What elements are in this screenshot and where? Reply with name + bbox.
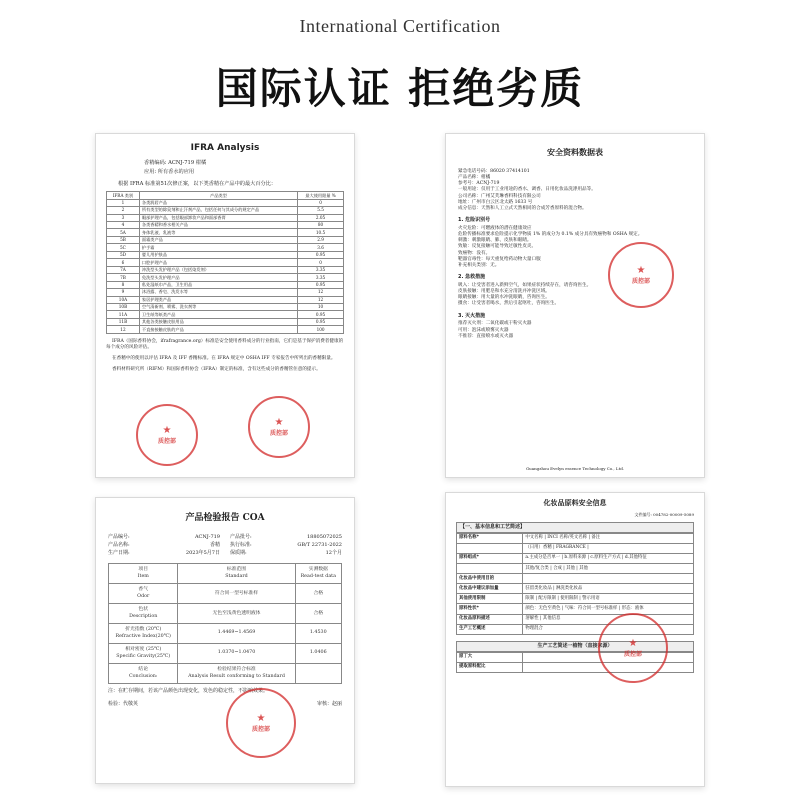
msds-line: 紧急电话号码：86020 37414101 bbox=[458, 168, 530, 174]
coa-cell: 实测数据 Read-test data bbox=[295, 564, 341, 584]
table-row bbox=[457, 563, 694, 573]
ifra-cell-limit: 3.35 bbox=[298, 266, 344, 273]
ifra-col-product: 产品类型 bbox=[139, 192, 297, 199]
cosmetic-row-value: 驻留类化妆品 | 淋洗类化妆品 bbox=[523, 584, 694, 594]
msds-line: 推荐灭火剂：二氧化碳或干粉灭火器 bbox=[458, 321, 532, 327]
coa-field-label: 保质期: bbox=[230, 549, 247, 556]
ifra-table bbox=[106, 191, 344, 334]
ifra-cell-product: 所有类型的除臭剂和止汗剂产品，包括任何与其成分的规定产品 bbox=[139, 207, 297, 214]
coa-reviewer: 赵丽 bbox=[331, 700, 342, 707]
cosmetic-row-label: 化妆品中建议添加量 bbox=[457, 584, 523, 594]
msds-line: 致癌物：没有。 bbox=[458, 250, 491, 256]
msds-line: 致敏：反复接触可能导致过敏性皮炎。 bbox=[458, 244, 537, 250]
ifra-cell-limit: 0.95 bbox=[298, 281, 344, 288]
cosmetic-row-label: 生产工艺概述 bbox=[457, 624, 523, 634]
cosmetic-row-label: 原料性状* bbox=[457, 604, 523, 614]
table-row bbox=[107, 222, 344, 229]
table-row bbox=[107, 326, 344, 333]
table-row bbox=[107, 296, 344, 303]
ifra-cell-limit: 100 bbox=[298, 326, 344, 333]
ifra-cell-limit: 0.95 bbox=[298, 311, 344, 318]
cosmetic-safety-certificate bbox=[445, 492, 705, 787]
table-row bbox=[109, 564, 342, 584]
msds-certificate bbox=[445, 133, 705, 478]
msds-line: 可用：泡沫或喷雾灭火器 bbox=[458, 327, 509, 333]
table-row bbox=[107, 207, 344, 214]
coa-signatures: 检验：代敬英 审核：赵丽 bbox=[108, 700, 342, 707]
coa-field-value: 12个月 bbox=[325, 549, 342, 556]
ifra-cell-limit: 3.6 bbox=[298, 244, 344, 251]
table-row bbox=[107, 244, 344, 251]
ifra-cell-product: 卫生纸等纸类产品 bbox=[139, 311, 297, 318]
msds-section-heading: 1. 危险识别号 bbox=[458, 217, 491, 224]
company-seal: ★ 质控部 bbox=[608, 242, 674, 308]
coa-cell: 项目 Item bbox=[109, 564, 178, 584]
msds-footer: Guangzhou Evelyn essence Technology Co., Ltd. bbox=[525, 465, 625, 471]
coa-field bbox=[230, 542, 342, 549]
coa-signer: 代敬英 bbox=[123, 700, 139, 707]
coa-cell: 1.4469~1.4569 bbox=[178, 624, 295, 644]
msds-line: 靶器官毒性：每天重复给药动物大量口服 bbox=[458, 256, 541, 262]
cosmetic-row-value: 颜色：无色至黄色 | 气味：符合同一型号标准样 | 形态：液体 bbox=[523, 604, 694, 614]
ifra-meta-code: 香精编码: ACNJ-719 柑橘 bbox=[144, 160, 207, 167]
coa-cell: 1.4530 bbox=[295, 624, 341, 644]
cosmetic-row-value: 其他/复合类 | 合成 | 其他 | 其他 bbox=[523, 563, 694, 573]
ifra-cell-product: 冲洗型头发护理产品（包括染发剂） bbox=[139, 266, 297, 273]
msds-line: 刺激：刺激眼睛、肺、皮肤和眼睛。 bbox=[458, 238, 532, 244]
ifra-paragraph: 香料材料研究所（RIFM）和国际香料协会（IFRA）制定的标准，含有这些成分的香精管住意的提示。 bbox=[112, 367, 321, 373]
msds-line: 眼睛接触：用大量的水冲洗眼睛，咨询医生。 bbox=[458, 295, 550, 301]
table-row bbox=[457, 533, 694, 543]
table-row bbox=[107, 251, 344, 258]
ifra-title: IFRA Analysis bbox=[190, 143, 260, 153]
cosmetic-table bbox=[456, 533, 694, 635]
cosmetic-row-value: 溶解性 | 其他信息 bbox=[523, 614, 694, 624]
ifra-cell-product: 各类润唇产品 bbox=[139, 199, 297, 206]
coa-cell: 标准范围 Standard bbox=[178, 564, 295, 584]
ifra-cell-category: 11A bbox=[107, 311, 140, 318]
ifra-cell-product: 护手霜 bbox=[139, 244, 297, 251]
ifra-cell-category: 5C bbox=[107, 244, 140, 251]
ifra-cell-limit: 2.9 bbox=[298, 236, 344, 243]
msds-line: 地址：广州市白云区北太路 1633 号 bbox=[458, 199, 533, 205]
ifra-col-limit: 最大使用限量 % bbox=[298, 192, 344, 199]
table-row bbox=[457, 574, 694, 584]
coa-table bbox=[108, 563, 342, 684]
msds-line: 危险传播标准要求危险提示化学物质 1% 的成分为 0.1% 成分具有致癌物和 OSHA 规定。 bbox=[458, 232, 643, 238]
ifra-cell-product: 面霜类产品 bbox=[139, 236, 297, 243]
ifra-cell-category: 5D bbox=[107, 251, 140, 258]
ifra-cell-product: 免洗型头发护理产品 bbox=[139, 274, 297, 281]
coa-cell: 香气 Odor bbox=[109, 584, 178, 604]
ifra-cell-limit: 12 bbox=[298, 289, 344, 296]
coa-field bbox=[108, 534, 220, 541]
coa-title: 产品检验报告 COA bbox=[185, 513, 265, 523]
ifra-cell-product: 身体乳液、乳液等 bbox=[139, 229, 297, 236]
ifra-cell-product: 各类香精和香水相关产品 bbox=[139, 222, 297, 229]
coa-field-label: 产品批号: bbox=[230, 534, 252, 541]
coa-cell: 折光指数 (20℃) Refractive Index(20℃) bbox=[109, 624, 178, 644]
table-row bbox=[107, 199, 344, 206]
cosmetic-doc-no: 文件编号: 004782-00009-5089 bbox=[634, 512, 694, 518]
coa-field-label: 产品名称: bbox=[108, 541, 130, 548]
cosmetic-row-label: 原料组成* bbox=[457, 553, 523, 563]
table-row bbox=[457, 553, 694, 563]
msds-section-heading: 3. 灭火措施 bbox=[458, 312, 486, 319]
company-seal: ★ 质控部 bbox=[248, 396, 310, 458]
msds-line: 成分信息：天然和人工立式天然相同的合成芳香原料的混合物。 bbox=[458, 205, 587, 211]
ifra-cell-category: 9 bbox=[107, 289, 140, 296]
coa-field-label: 执行标准: bbox=[230, 541, 252, 548]
eyebrow-title: International Certification bbox=[299, 16, 501, 36]
ifra-cell-product: 婴儿用护肤品 bbox=[139, 251, 297, 258]
ifra-cell-limit: 10 bbox=[298, 303, 344, 310]
msds-line: 补充相关类别：无。 bbox=[458, 262, 500, 268]
ifra-cell-limit: 0 bbox=[298, 259, 344, 266]
coa-cell: 检验结果符合标准 Analysis Result conforming to Standard bbox=[178, 664, 295, 684]
ifra-cell-category: 10B bbox=[107, 303, 140, 310]
ifra-cell-category: 2 bbox=[107, 207, 140, 214]
coa-cell: 合格 bbox=[295, 584, 341, 604]
ifra-cell-category: 5B bbox=[107, 236, 140, 243]
ifra-paragraph: IFRA（国际香料协会，ifrafragrance.org）标准是安全使用香料成分的行业指南，它们是基于保护消费者健康的每个成分的风险评估。 bbox=[106, 338, 344, 350]
ifra-cell-category: 1 bbox=[107, 199, 140, 206]
cosmetic-process-label: 原丁大 bbox=[457, 652, 523, 662]
cosmetic-row-value: a.主成分是否单一 | b.原料来源 | c.原料生产方式 | d.其他特征 bbox=[523, 553, 694, 563]
ifra-cell-category: 8 bbox=[107, 281, 140, 288]
company-seal: ★ 质控部 bbox=[136, 404, 198, 466]
ifra-cell-product: 其他各类接触皮肤用品 bbox=[139, 318, 297, 325]
table-row bbox=[109, 664, 342, 684]
table-row bbox=[107, 281, 344, 288]
ifra-cell-category: 5A bbox=[107, 229, 140, 236]
coa-field-label: 生产日期: bbox=[108, 549, 130, 556]
msds-line: 火灾危险：可燃液体的潜在健康效应 bbox=[458, 225, 532, 231]
ifra-cell-limit: 2.05 bbox=[298, 214, 344, 221]
ifra-cell-product: 不直接接触皮肤的产品 bbox=[139, 326, 297, 333]
ifra-col-category: IFRA 类别 bbox=[107, 192, 140, 199]
ifra-cell-product: 家居护理类产品 bbox=[139, 296, 297, 303]
cosmetic-row-label bbox=[457, 543, 523, 553]
ifra-cell-limit: 0.95 bbox=[298, 251, 344, 258]
ifra-paragraph: 在香精中的使用以评估 IFRA 及 IFF 香精标准。在 IFRA 规定中 OSHA IFF 专家报告中所列出的香精限量。 bbox=[112, 356, 336, 362]
cosmetic-row-value: （日用）香精 | FRAGRANCE | bbox=[523, 543, 694, 553]
cosmetic-process-title: 生产工艺简述一植物（直接来源） bbox=[456, 641, 694, 652]
ifra-cell-limit: 0.95 bbox=[298, 318, 344, 325]
cosmetic-row-label: 化妆品中使用目的 bbox=[457, 574, 523, 584]
ifra-cell-category: 10A bbox=[107, 296, 140, 303]
table-row bbox=[107, 236, 344, 243]
msds-line: 公司名称：广州艾芙琳香料科技有限公司 bbox=[458, 193, 541, 199]
headline: 国际认证 拒绝劣质 bbox=[215, 64, 585, 113]
coa-field bbox=[230, 534, 342, 541]
cosmetic-row-label: 原料名称* bbox=[457, 533, 523, 543]
cosmetic-row-value: 物理混合 bbox=[523, 624, 694, 634]
ifra-cell-product: 私处湿纸巾产品，卫生用品 bbox=[139, 281, 297, 288]
ifra-cell-category: 12 bbox=[107, 326, 140, 333]
table-row bbox=[107, 289, 344, 296]
ifra-cell-category: 7A bbox=[107, 266, 140, 273]
ifra-cell-limit: 3.35 bbox=[298, 274, 344, 281]
coa-field bbox=[108, 550, 220, 557]
msds-line: 摄食：让受害者喝水，然后引起呕吐，咨询医生。 bbox=[458, 301, 560, 307]
coa-field-value: ACNJ-719 bbox=[194, 534, 220, 541]
coa-field bbox=[230, 550, 342, 557]
table-row bbox=[457, 594, 694, 604]
table-row bbox=[107, 303, 344, 310]
coa-cell: 合格 bbox=[295, 604, 341, 624]
coa-field-value: 香精 bbox=[209, 541, 220, 548]
cosmetic-title: 化妆品原料安全信息 bbox=[543, 499, 607, 507]
cosmetic-row-label: 其他使用限制 bbox=[457, 594, 523, 604]
ifra-cell-limit: 0 bbox=[298, 199, 344, 206]
msds-section-heading: 2. 急救措施 bbox=[458, 274, 486, 281]
ifra-cell-product: 沐浴露、香皂、洗发水等 bbox=[139, 289, 297, 296]
ifra-certificate bbox=[95, 133, 355, 478]
msds-line: 不推荐：直接喷水或灭火器 bbox=[458, 333, 514, 339]
table-row bbox=[457, 604, 694, 614]
msds-line: 产品名称：柑橘 bbox=[458, 174, 491, 180]
msds-title: 安全资料数据表 bbox=[547, 148, 603, 157]
cosmetic-process-label: 提取原料配比 bbox=[457, 662, 523, 672]
coa-cell bbox=[295, 664, 341, 684]
table-row bbox=[107, 311, 344, 318]
ifra-cell-limit: 5.5 bbox=[298, 207, 344, 214]
ifra-cell-category: 3 bbox=[107, 214, 140, 221]
coa-field-label: 产品编号: bbox=[108, 534, 130, 541]
coa-field-value: GB/T 22731-2022 bbox=[297, 541, 342, 548]
coa-cell: 结论 Conclusion: bbox=[109, 664, 178, 684]
ifra-cell-limit: 10.5 bbox=[298, 229, 344, 236]
table-row bbox=[457, 543, 694, 553]
coa-cell: 无色至浅黄色透明液体 bbox=[178, 604, 295, 624]
coa-cell: 1.0370~1.0470 bbox=[178, 644, 295, 664]
msds-line: 吸入：让受害者进入新鲜空气，如果症状持续存在，请咨询医生。 bbox=[458, 282, 592, 288]
ifra-cell-category: 6 bbox=[107, 259, 140, 266]
cosmetic-row-label bbox=[457, 563, 523, 573]
table-row bbox=[107, 214, 344, 221]
msds-line: 参考号：ACNJ-719 bbox=[458, 181, 500, 187]
table-row bbox=[457, 584, 694, 594]
table-row bbox=[109, 604, 342, 624]
table-row bbox=[107, 229, 344, 236]
coa-note: 注：在贮存期间，若该产品颜色出现变化，发色的稳定性，不影响效果。 bbox=[108, 688, 269, 695]
ifra-cell-product: 眼部护理产品，包括眼部卸妆产品和面部香膏 bbox=[139, 214, 297, 221]
ifra-cell-limit: 12 bbox=[298, 296, 344, 303]
coa-cell: 色状 Description bbox=[109, 604, 178, 624]
table-row bbox=[109, 624, 342, 644]
table-row bbox=[107, 318, 344, 325]
table-row bbox=[109, 644, 342, 664]
coa-cell: 1.0406 bbox=[295, 644, 341, 664]
ifra-intro: 根据 IFRA 标准第51次修正案，以下类香精在产品中的最大百分比： bbox=[118, 181, 277, 188]
ifra-cell-category: 4 bbox=[107, 222, 140, 229]
cosmetic-row-value: 中文名称 | INCI 名称/英文名称 | 备注 bbox=[523, 533, 694, 543]
ifra-cell-category: 7B bbox=[107, 274, 140, 281]
ifra-cell-product: 口腔护理产品 bbox=[139, 259, 297, 266]
cosmetic-section-heading: 【一、基本信息和工艺简述】 bbox=[456, 522, 694, 533]
msds-line: 皮肤接触：用肥皂和水充分清洗并冲洗区域。 bbox=[458, 289, 550, 295]
coa-certificate bbox=[95, 497, 355, 784]
cosmetic-row-label: 化妆品原料描述 bbox=[457, 614, 523, 624]
cosmetic-row-value bbox=[523, 574, 694, 584]
msds-line: 一般用途：仅用于工业用途的香水、调香、日用化妆品洗涤用品等。 bbox=[458, 187, 596, 193]
coa-field-value: 2023年5月7日 bbox=[185, 549, 220, 556]
ifra-cell-product: 空气清新剂、喷雾、洗衣剂等 bbox=[139, 303, 297, 310]
table-row bbox=[109, 584, 342, 604]
ifra-cell-category: 11B bbox=[107, 318, 140, 325]
table-row bbox=[107, 274, 344, 281]
table-row bbox=[107, 259, 344, 266]
table-row bbox=[107, 266, 344, 273]
coa-cell: 符合同一型号标准样 bbox=[178, 584, 295, 604]
coa-cell: 相对密度 (25℃) Specific Gravity(25℃) bbox=[109, 644, 178, 664]
coa-field bbox=[108, 542, 220, 549]
company-seal: ★ 质控部 bbox=[598, 613, 668, 683]
company-seal: ★ 质控部 bbox=[226, 688, 296, 758]
cosmetic-row-value: 限制 | 配方限制 | 使用限制 | 警示用语 bbox=[523, 594, 694, 604]
coa-field-value: 18805072025 bbox=[307, 534, 342, 541]
ifra-meta-application: 应用: 所有香水的应用 bbox=[144, 169, 195, 176]
ifra-cell-limit: 80 bbox=[298, 222, 344, 229]
